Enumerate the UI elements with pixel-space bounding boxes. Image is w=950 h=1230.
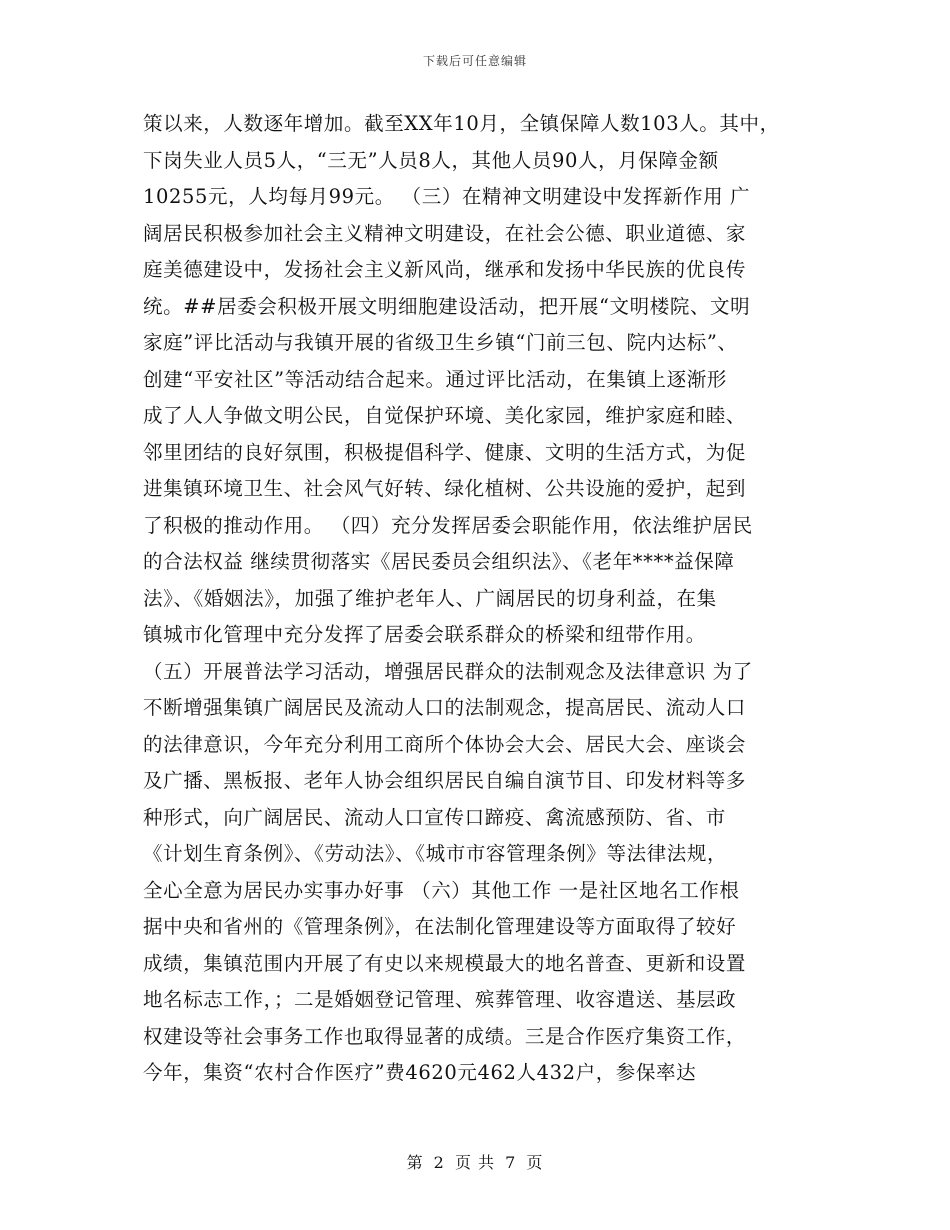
body-text-line: 全心全意为居民办实事办好事 （六）其他工作 一是社区地名工作根 [143,878,740,902]
total-page-count: 7 [505,1153,517,1172]
document-body [143,106,833,1092]
current-page-number: 2 [433,1153,445,1172]
body-text-line: 权建设等社会事务工作也取得显著的成绩。三是合作医疗集资工作， [143,1024,747,1048]
body-text-line: 的合法权益 继续贯彻落实《居民委员会组织法》、《老年****益保障 [143,550,735,573]
body-text-line: 据中央和省州的《管理条例》，在法制化管理建设等方面取得了较好 [143,915,737,938]
body-text-line: 及广播、黑板报、老年人协会组织居民自编自演节目、印发材料等多 [143,769,747,792]
body-text-line: 成了人人争做文明公民，自觉保护环境、美化家园，维护家庭和睦、 [143,404,747,427]
body-text-line: 不断增强集镇广阔居民及流动人口的法制观念，提高居民、流动人口 [143,696,747,719]
body-text-line: 种形式，向广阔居民、流动人口宣传口蹄疫、禽流感预防、省、市 [143,805,726,829]
body-text-line: 阔居民积极参加社会主义精神文明建设，在社会公德、职业道德、家 [143,221,747,245]
body-text-line: 10255元，人均每月99元。 （三）在精神文明建设中发挥新作用 广 [143,185,751,208]
footer-mid: 页 共 [454,1153,496,1172]
header-note: 下载后可任意编辑 [422,54,527,68]
body-text-line: 了积极的推动作用。 （四）充分发挥居委会职能作用，依法维护居民 [143,513,753,537]
footer-prefix: 第 [406,1153,424,1172]
body-text-line: 邻里团结的良好氛围，积极提倡科学、健康、文明的生活方式，为促 [143,440,747,464]
body-text-line: 家庭”评比活动与我镇开展的省级卫生乡镇“门前三包、院内达标”、 [143,331,738,354]
body-text-line: 策以来，人数逐年增加。截至XX年10月，全镇保障人数103人。其中， [143,112,780,135]
body-text-line: 下岗失业人员5人，“三无”人员8人，其他人员90人，月保障金额 [143,148,719,172]
body-text-line: （五）开展普法学习活动，增强居民群众的法制观念及法律意识 为了 [143,659,753,683]
body-text-line: 镇城市化管理中充分发挥了居委会联系群众的桥梁和纽带作用。 [143,623,706,646]
body-text-line: 今年，集资“农村合作医疗”费4620元462人432户，参保率达 [143,1061,697,1084]
body-text-line: 法》、《婚姻法》，加强了维护老年人、广阔居民的切身利益，在集 [143,586,717,610]
body-text-line: 庭美德建设中，发扬社会主义新风尚，继承和发扬中华民族的优良传 [143,258,747,281]
body-text-line: 成绩，集镇范围内开展了有史以来规模最大的地名普查、更新和设置 [143,951,747,975]
body-text-line: 地名标志工作，；二是婚姻登记管理、殡葬管理、收容遣送、基层政 [143,988,737,1011]
body-text-line: 《计划生育条例》、《劳动法》、《城市市容管理条例》等法律法规， [143,842,728,865]
body-text-line: 统。##居委会积极开展文明细胞建设活动，把开展“文明楼院、文明 [143,294,751,318]
body-text-line: 创建“平安社区”等活动结合起来。通过评比活动，在集镇上逐渐形 [143,367,727,391]
body-text-line: 的法律意识，今年充分利用工商所个体协会大会、居民大会、座谈会 [143,732,747,756]
footer-suffix: 页 [526,1153,544,1172]
body-text-line: 进集镇环境卫生、社会风气好转、绿化植树、公共设施的爱护，起到 [143,477,747,500]
page-footer [0,1150,950,1173]
